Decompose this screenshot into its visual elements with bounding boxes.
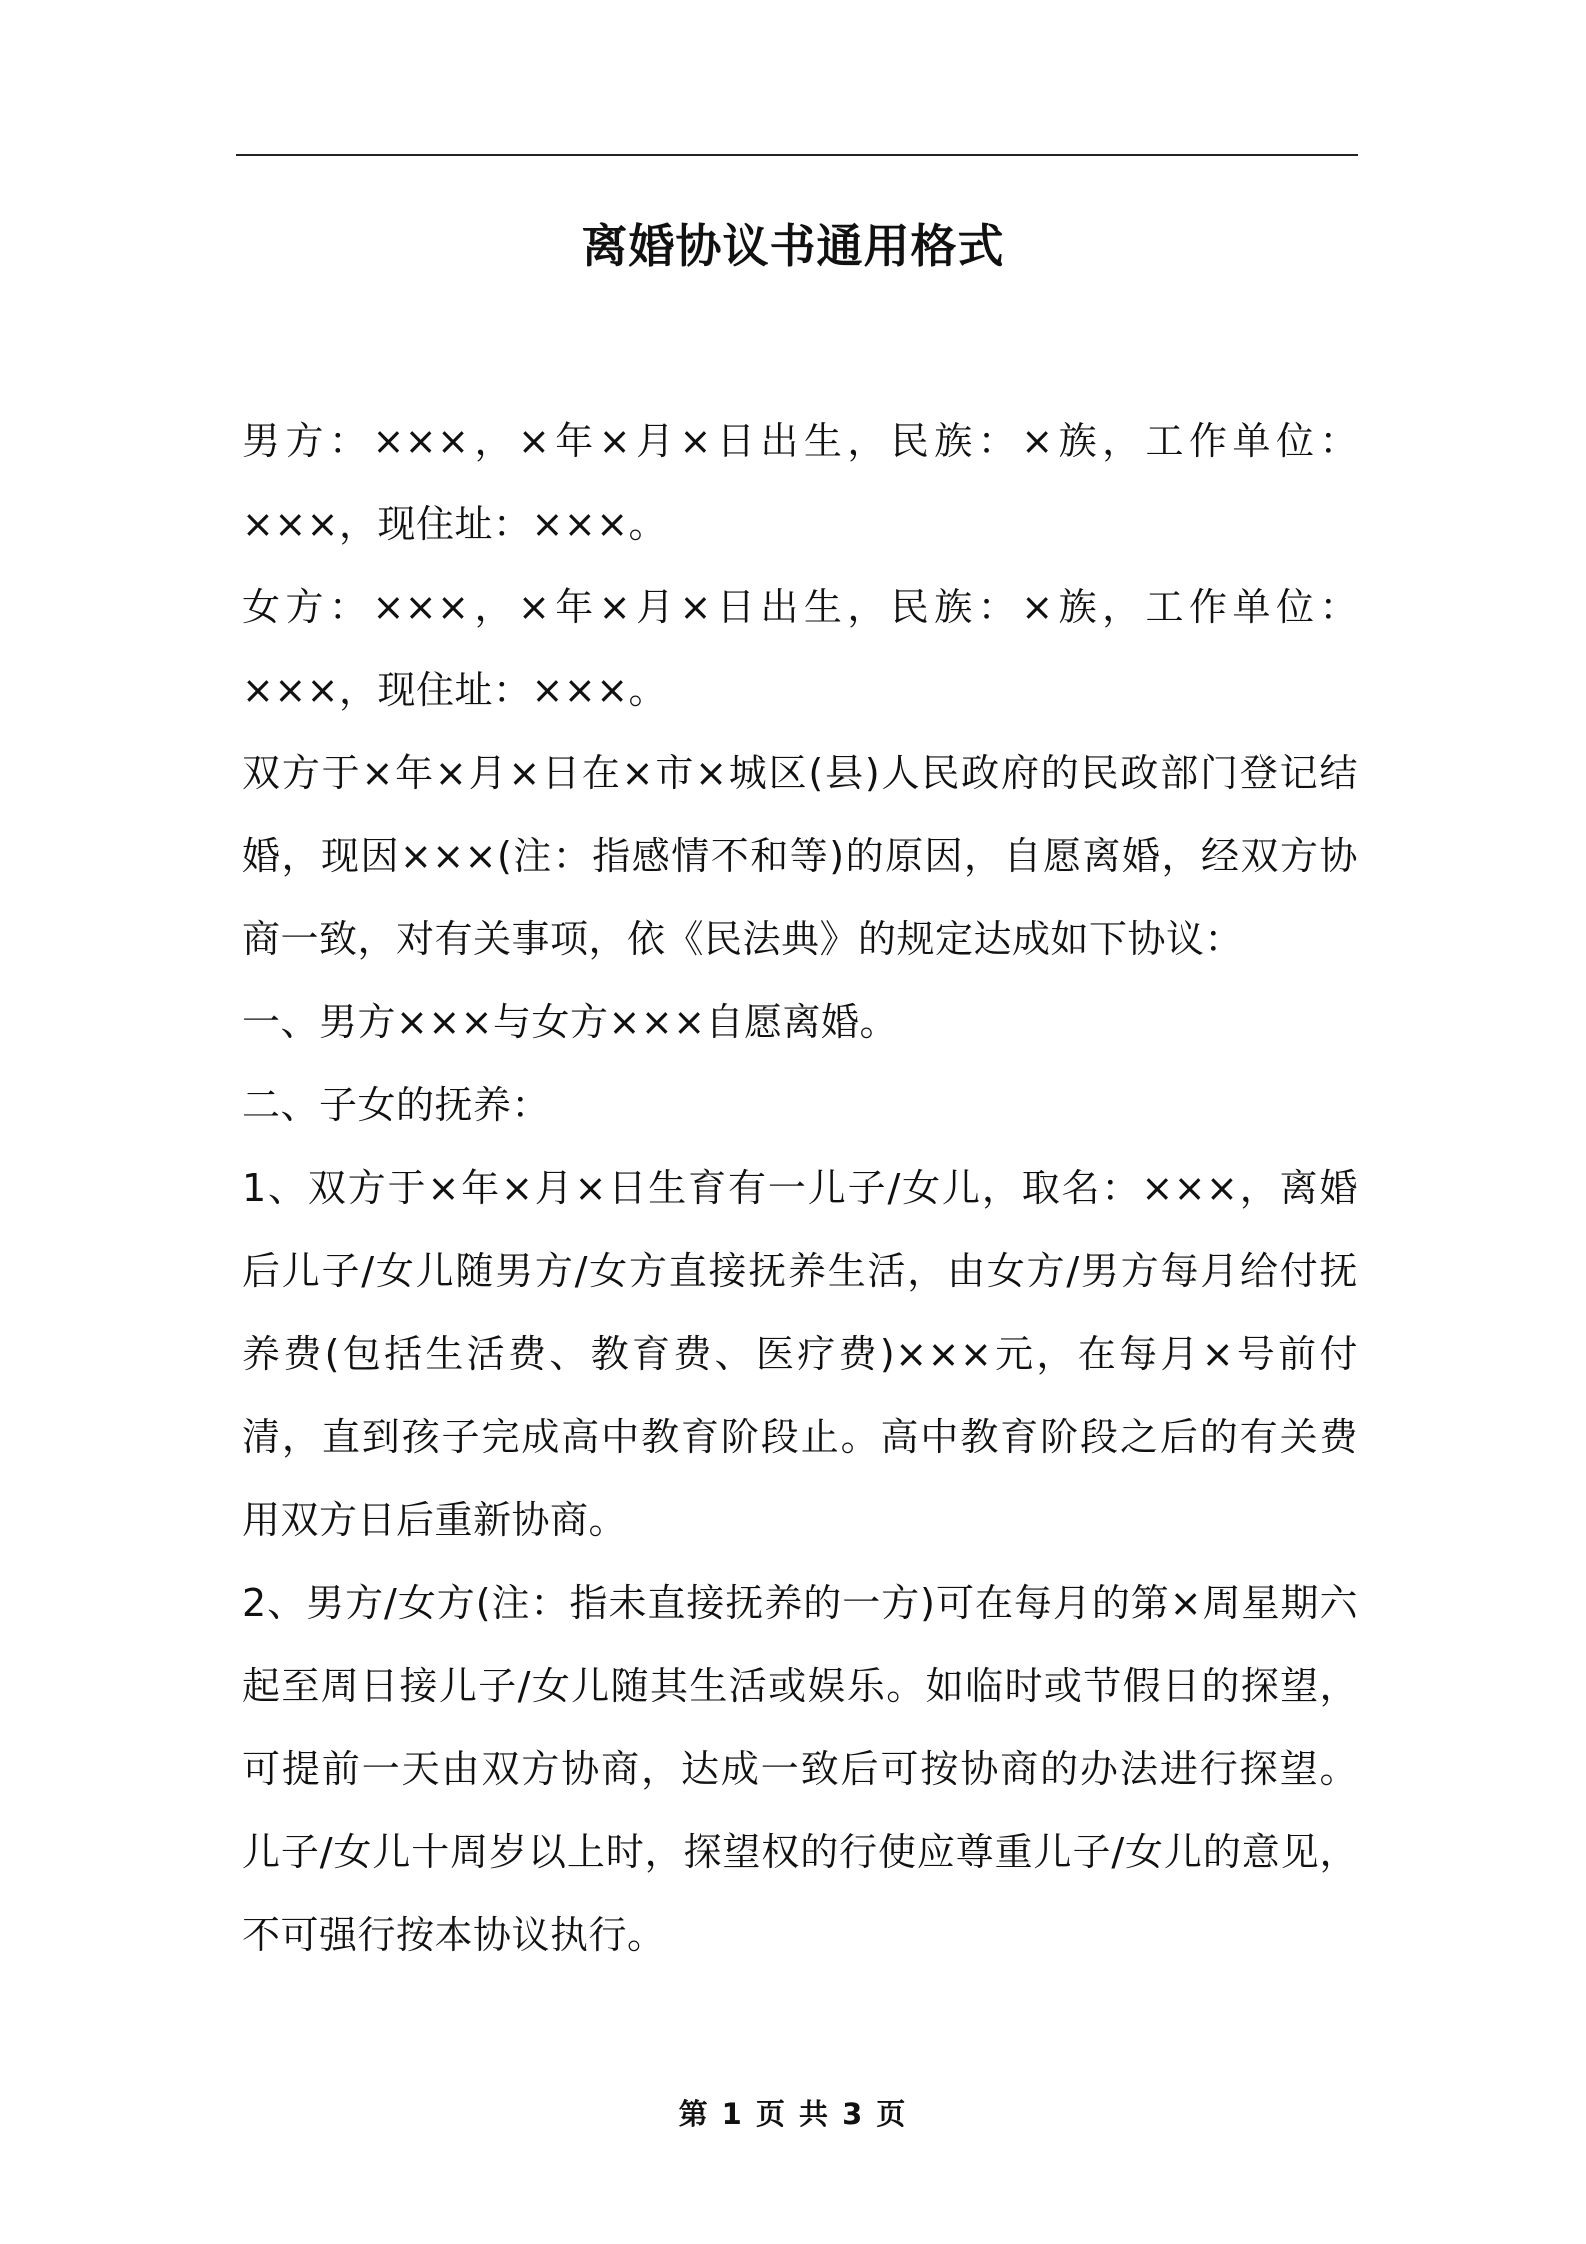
document-body: [242, 400, 1358, 1977]
header-divider: [236, 154, 1358, 156]
clause-2-heading: 二、子女的抚养：: [242, 1083, 551, 1127]
clause-2-item-1: 1、双方于×年×月×日生育有一儿子/女儿，取名：×××，离婚后儿子/女儿随男方/女方直接抚养生活，由女方/男方每月给付抚养费(包括生活费、教育费、医疗费)×××元，在每月×号前付清，直到孩子完成高中教育阶段止。高中教育阶段之后的有关费用双方日后重新协商。: [242, 1166, 1358, 1542]
clause-2-item-2: 2、男方/女方(注：指未直接抚养的一方)可在每月的第×周星期六起至周日接儿子/女儿随其生活或娱乐。如临时或节假日的探望，可提前一天由双方协商，达成一致后可按协商的办法进行探望。儿子/女儿十周岁以上时，探望权的行使应尊重儿子/女儿的意见，不可强行按本协议执行。: [242, 1581, 1358, 1957]
page-number: 第 1 页 共 3 页: [678, 2097, 908, 2131]
document-title: 离婚协议书通用格式: [581, 219, 1005, 273]
clause-1-paragraph: 一、男方×××与女方×××自愿离婚。: [242, 1000, 899, 1044]
party-male-paragraph: 男方：×××，×年×月×日出生，民族：×族，工作单位：×××，现住址：×××。: [242, 419, 1358, 546]
preamble-paragraph: 双方于×年×月×日在×市×城区(县)人民政府的民政部门登记结婚，现因×××(注：指感情不和等)的原因，自愿离婚，经双方协商一致，对有关事项，依《民法典》的规定达成如下协议：: [242, 751, 1358, 961]
party-female-paragraph: 女方：×××，×年×月×日出生，民族：×族，工作单位：×××，现住址：×××。: [242, 585, 1358, 712]
